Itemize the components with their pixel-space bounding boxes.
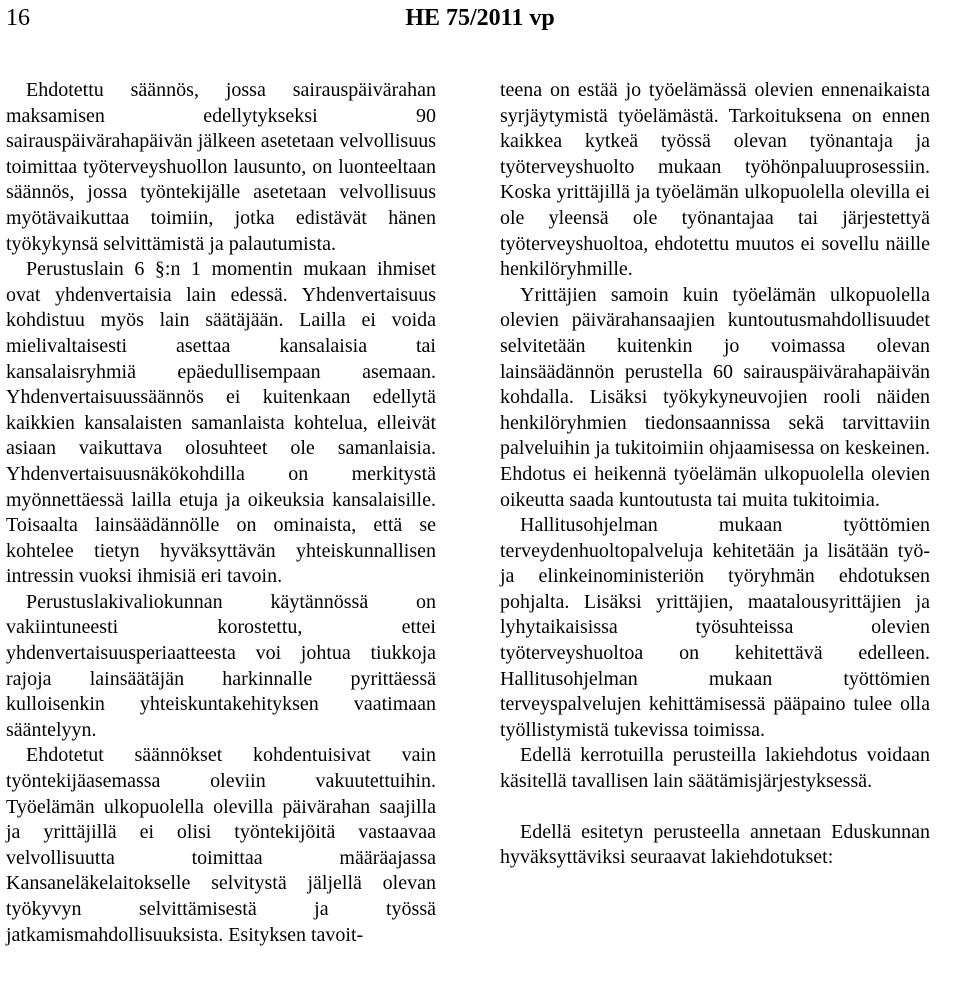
right-column [500, 78, 930, 871]
document-id: HE 75/2011 vp [405, 5, 555, 31]
left-paragraph-1: Ehdotettu säännös, jossa sairauspäivärahan maksamisen edellytykseksi 90 sairauspäivärahapäivän jälkeen asetetaan velvollisuus toimittaa työterveyshuollon lausunto, on luonteeltaan säännös, jossa työntekijälle asetetaan velvollisuus myötävaikuttaa toimiin, jotka edistävät hänen työkykynsä selvittämistä ja palautumista. [6, 79, 436, 255]
left-paragraph-4: Ehdotetut säännökset kohdentuisivat vain työntekijäasemassa oleviin vakuutettuihin. Työelämän ulkopuolella olevilla päivärahan saajilla ja yrittäjillä ei olisi työntekijöitä vastaavaa velvollisuutta toimittaa määräajassa Kansaneläkelaitokselle selvitystä jäljellä olevan työkyvyn selvittämisestä ja työssä jatkamismahdollisuuksista. Esityksen tavoit- [6, 744, 436, 946]
right-paragraph-4: Edellä kerrotuilla perusteilla lakiehdotus voidaan käsitellä tavallisen lain säätämisjärjestyksessä. [500, 744, 930, 793]
left-column [6, 78, 436, 948]
right-paragraph-1: teena on estää jo työelämässä olevien ennenaikaista syrjäytymistä työelämästä. Tarkoituksena on ennen kaikkea kytkeä työssä olevan työnantaja ja työterveyshuolto mukaan työhönpaluuprosessiin. Koska yrittäjillä ja työelämän ulkopuolella olevilla ei ole yleensä ole työnantajaa tai järjestettyä työterveyshuoltoa, ehdotettu muutos ei sovellu näille henkilöryhmille. [500, 79, 930, 281]
page-header [0, 0, 960, 40]
right-paragraph-5: Edellä esitetyn perusteella annetaan Eduskunnan hyväksyttäviksi seuraavat lakiehdotukset: [500, 820, 930, 869]
left-paragraph-3: Perustuslakivaliokunnan käytännössä on vakiintuneesti korostettu, ettei yhdenvertaisuusperiaatteesta voi johtua tiukkoja rajoja lainsäätäjän harkinnalle pyrittäessä kulloisenkin yhteiskuntakehityksen vaatimaan sääntelyyn. [6, 590, 436, 741]
right-paragraph-3: Hallitusohjelman mukaan työttömien terveydenhuoltopalveluja kehitetään ja lisätään työ- ja elinkeinoministeriön työryhmän ehdotuksen pohjalta. Lisäksi yrittäjien, maatalousyrittäjien ja lyhytaikaisissa työsuhteissa olevien työterveyshuoltoa on kehitettävä edelleen. Hallitusohjelman mukaan työttömien terveyspalvelujen kehittämisessä pääpaino tulee olla työllistymistä tukevissa toimissa. [500, 514, 930, 741]
page-number: 16 [6, 5, 30, 31]
right-paragraph-2: Yrittäjien samoin kuin työelämän ulkopuolella olevien päivärahansaajien kuntoutusmahdollisuudet selvitetään kuitenkin jo voimassa olevan lainsäädännön perustella 60 sairauspäivärahapäivän kohdalla. Lisäksi työkykyneuvojien rooli näiden henkilöryhmien tiedonsaannissa sekä tarvittaviin palveluihin ja tukitoimiin ohjaamisessa on keskeinen. Ehdotus ei heikennä työelämän ulkopuolella olevien oikeutta saada kuntoutusta tai muita tukitoimia. [500, 283, 930, 511]
left-paragraph-2: Perustuslain 6 §:n 1 momentin mukaan ihmiset ovat yhdenvertaisia lain edessä. Yhdenvertaisuus kohdistuu myös lain säätäjään. Lailla ei voida mielivaltaisesti asettaa kansalaisia tai kansalaisryhmiä epäedullisempaan asemaan. Yhdenvertaisuussäännös ei kuitenkaan edellytä kaikkien kansalaisten samanlaista kohtelua, elleivät asiaan vaikuttava olosuhteet ole samanlaisia. Yhdenvertaisuusnäkökohdilla on merkitystä myönnettäessä lailla etuja ja oikeuksia kansalaisille. Toisaalta lainsäädännölle on ominaista, että se kohtelee tietyn hyväksyttävän yhteiskunnallisen intressin vuoksi ihmisiä eri tavoin. [6, 258, 436, 588]
